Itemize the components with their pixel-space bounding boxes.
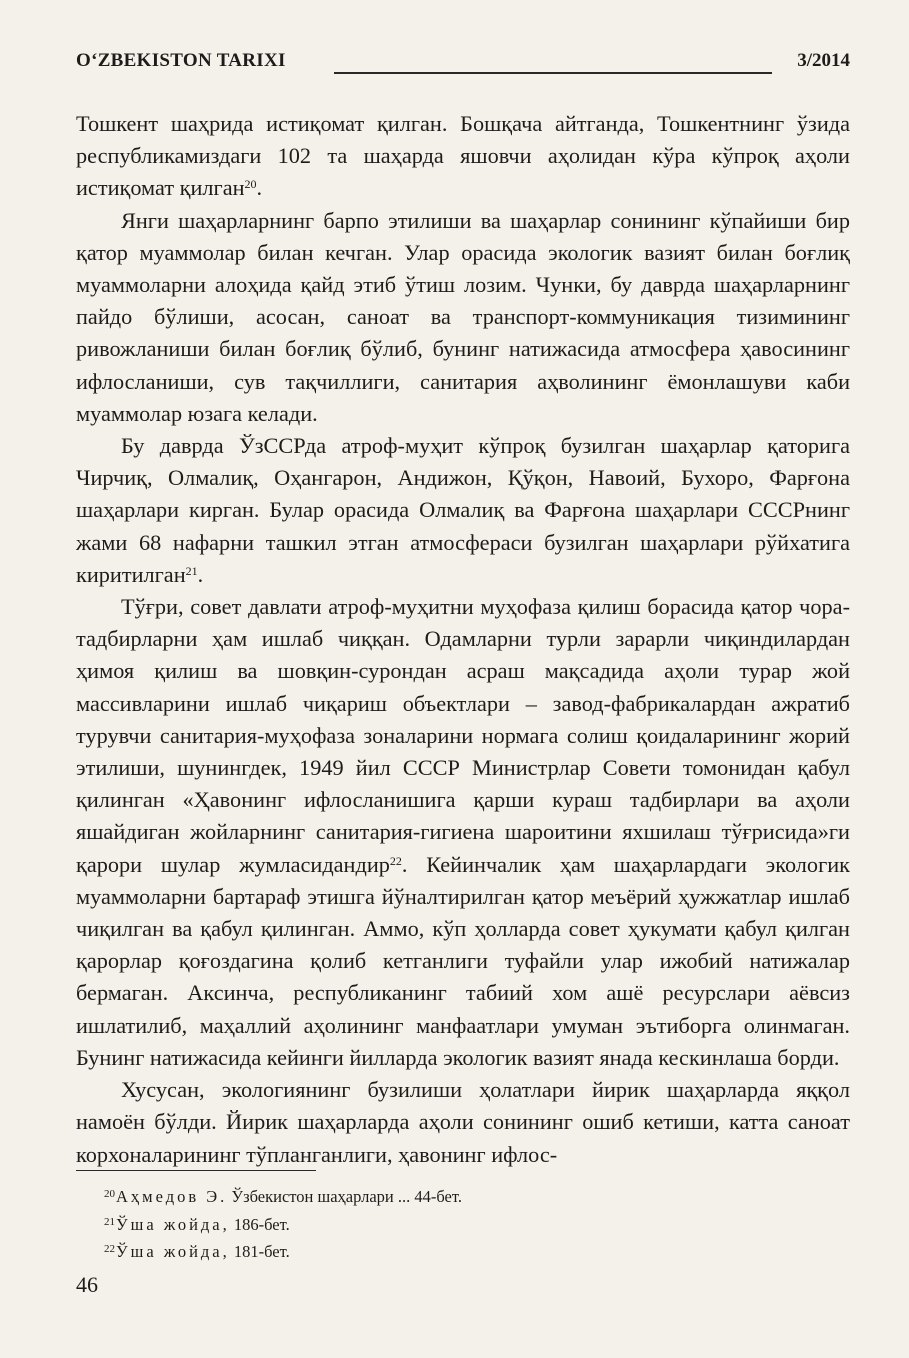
- footnote-number: 21: [104, 1215, 115, 1228]
- footnote-22: [104, 1237, 804, 1265]
- header-rule: [334, 72, 772, 74]
- paragraph-4: [76, 591, 850, 1074]
- paragraph-3-end: .: [197, 561, 204, 587]
- paragraph-4-end: . Кейинчалик ҳам шаҳарлардаги экологик муаммоларни бартараф этишга йўналтирилган қатор меъёрий ҳужжатлар ишлаб чиқилган ва қабул қилинган. Аммо, кўп ҳолларда совет ҳукумати қабул қилган қарорлар қоғоздагина қолиб кетганлиги туфайли улар ижобий натижалар бермаган. Аксинча, республиканинг табиий хом ашё ресурслари аёвсиз ишлатилиб, маҳаллий аҳолининг манфаатлари умуман эътиборга олинмаган. Бунинг натижасида кейинги йилларда экологик вазият янада кескинлаша борди.: [76, 851, 850, 1070]
- footnote-20: [104, 1182, 804, 1210]
- paragraph-3-text: Бу даврда ЎзССРда атроф-муҳит кўпроқ бузилган шаҳарлар қаторига Чирчиқ, Олмалиқ, Оҳангарон, Андижон, Қўқон, Навоий, Бухоро, Фарғона шаҳарлари кирган. Булар орасида Олмалиқ ва Фарғона шаҳарлари СССРнинг жами 68 нафарни ташкил этган атмосфераси бузилган шаҳарлари рўйхатига киритилган: [76, 433, 850, 587]
- paragraph-5: Хусусан, экологиянинг бузилиши ҳолатлари йирик шаҳарларда яққол намоён бўлди. Йирик шаҳарларда аҳоли сонининг ошиб кетиши, катта саноат корхоналарининг тўпланганлиги, ҳавонинг ифлос-: [76, 1077, 850, 1167]
- paragraph-1: [76, 108, 850, 205]
- running-header: [76, 50, 850, 80]
- article-body: [76, 108, 850, 1171]
- footnote-author: Ўша жойда,: [116, 1214, 230, 1234]
- footnote-text: 186-бет.: [229, 1214, 290, 1234]
- footnote-text: Ўзбекистон шаҳарлари ... 44-бет.: [227, 1187, 462, 1206]
- footnote-number: 22: [104, 1243, 115, 1255]
- issue-number: 3/2014: [797, 50, 850, 71]
- footnotes: [104, 1182, 804, 1265]
- footnote-ref-21[interactable]: 21: [185, 563, 198, 578]
- footnote-author: Ўша жойда,: [116, 1242, 230, 1261]
- paragraph-2: Янги шаҳарларнинг барпо этилиши ва шаҳарлар сонининг кўпайиши бир қатор муаммолар билан кечган. Улар орасида экологик вазият билан боғлиқ муаммоларни алоҳида қайд этиб ўтиш лозим. Чунки, бу даврда шаҳарларнинг пайдо бўлиши, асосан, саноат ва транспорт-коммуникация тизимининг ривожланиши билан боғлиқ бўлиб, бунинг натижасида атмосфера ҳавосининг ифлосланиши, сув тақчиллиги, санитария аҳволининг ёмонлашуви каби муаммолар юзага келади.: [76, 207, 850, 426]
- footnote-author: Аҳмедов Э.: [116, 1187, 228, 1206]
- journal-title: O‘ZBEKISTON TARIXI: [76, 50, 286, 71]
- footnote-number: 20: [104, 1188, 115, 1200]
- footnote-ref-20[interactable]: 20: [244, 177, 257, 192]
- page-number: 46: [76, 1272, 98, 1297]
- paragraph-3: [76, 430, 850, 591]
- paragraph-1-end: .: [256, 175, 263, 201]
- footnote-21: [104, 1210, 804, 1238]
- footnote-text: 181-бет.: [229, 1242, 290, 1261]
- paragraph-4-text: Тўғри, совет давлати атроф-муҳитни муҳофаза қилиш борасида қатор чора-тадбирларни ҳам ишлаб чиққан. Одамларни турли зарарли чиқиндилардан ҳимоя қилиш ва шовқин-сурондан асраш мақсадида аҳоли турар жой массивларини ишлаб чиқариш объектлари – завод-фабрикалардан ажратиб турувчи санитария-муҳофаза зоналарини нормага солиш қоидаларининг жорий этилиши, шунингдек, 1949 йил СССР Министрлар Совети томонидан қабул қилинган «Ҳавонинг ифлосланишига қарши кураш тадбирлари ва аҳоли яшайдиган жойларнинг санитария-гигиена шароитини яхшилаш тўғрисида»ги қарори шулар жумласидандир: [76, 594, 850, 877]
- footnote-ref-22[interactable]: 22: [389, 853, 402, 868]
- footnote-separator: [76, 1170, 316, 1171]
- paragraph-1-text: Тошкент шаҳрида истиқомат қилган. Бошқача айтганда, Тошкентнинг ўзида республикамиздаги 102 та шаҳарда яшовчи аҳолидан кўра кўпроқ аҳоли истиқомат қилган: [76, 111, 850, 201]
